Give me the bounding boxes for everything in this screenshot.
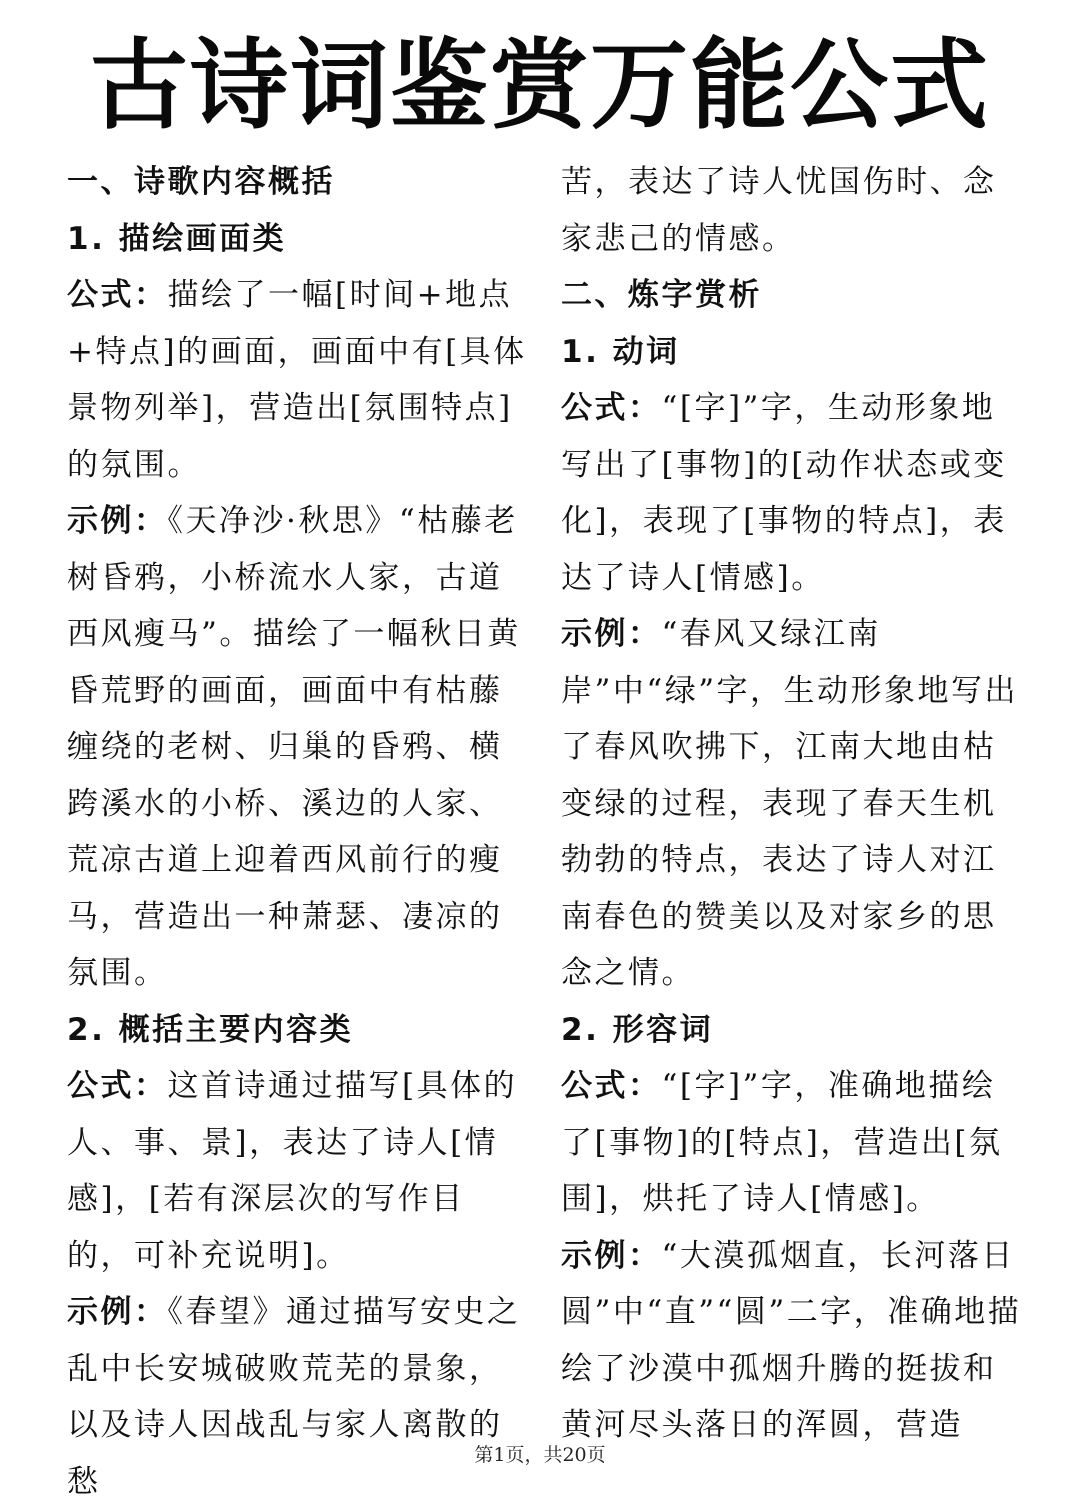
example-text: 《春望》通过描写安史之乱中长安城破败荒芜的景象，以及诗人因战乱与家人离散的愁 xyxy=(67,1294,521,1500)
formula-paragraph xyxy=(67,1058,529,1284)
formula-paragraph xyxy=(561,1058,1023,1228)
example-label: 示例： xyxy=(67,503,168,539)
example-paragraph xyxy=(561,1228,1023,1454)
formula-paragraph xyxy=(67,267,529,493)
formula-label: 公式： xyxy=(561,1068,662,1104)
formula-label: 公式： xyxy=(67,1068,168,1104)
example-label: 示例： xyxy=(561,616,662,652)
formula-text: “[字]”字，生动形象地写出了[事物]的[动作状态或变化]，表现了[事物的特点]，表达了诗人[情感]。 xyxy=(561,390,1007,596)
formula-text: 这首诗通过描写[具体的人、事、景]，表达了诗人[情感]，[若有深层次的写作目的，可补充说明]。 xyxy=(67,1068,518,1274)
right-column xyxy=(561,154,1023,1454)
section-heading-content-summary: 一、诗歌内容概括 xyxy=(67,164,335,200)
example-label: 示例： xyxy=(67,1294,168,1330)
example-text: “大漠孤烟直，长河落日圆”中“直”“圆”二字，准确地描绘了沙漠中孤烟升腾的挺拔和黄河尽头落日的浑圆，营造 xyxy=(561,1237,1022,1443)
left-column xyxy=(67,154,529,1510)
section-heading-word-analysis: 二、炼字赏析 xyxy=(561,277,762,313)
formula-label: 公式： xyxy=(67,277,168,313)
example-label: 示例： xyxy=(561,1237,662,1274)
example-paragraph xyxy=(561,606,1023,1002)
formula-label: 公式： xyxy=(561,390,662,426)
formula-text: 描绘了一幅[时间+地点+特点]的画面，画面中有[具体景物列举]，营造出[氛围特点]的氛围。 xyxy=(67,277,527,483)
example-paragraph xyxy=(67,1284,529,1510)
example-text: 《天净沙·秋思》“枯藤老树昏鸦，小桥流水人家，古道西风瘦马”。描绘了一幅秋日黄昏荒野的画面，画面中有枯藤缠绕的老树、归巢的昏鸦、横跨溪水的小桥、溪边的人家、荒凉古道上迎着西风前行的瘦马，营造出一种萧瑟、凄凉的氛围。 xyxy=(67,503,521,991)
formula-paragraph xyxy=(561,380,1023,606)
formula-text: “[字]”字，准确地描绘了[事物]的[特点]，营造出[氛围]，烘托了诗人[情感]。 xyxy=(561,1068,1003,1217)
subheading-verbs: 1. 动词 xyxy=(561,333,680,370)
continuation-text: 苦，表达了诗人忧国伤时、念家悲己的情感。 xyxy=(561,164,997,257)
page-title: 古诗词鉴赏万能公式 xyxy=(89,29,990,143)
example-text: “春风又绿江南岸”中“绿”字，生动形象地写出了春风吹拂下，江南大地由枯变绿的过程，表现了春天生机勃勃的特点，表达了诗人对江南春色的赞美以及对家乡的思念之情。 xyxy=(561,616,1019,991)
subheading-main-content: 2. 概括主要内容类 xyxy=(67,1011,354,1048)
subheading-describe-scene: 1. 描绘画面类 xyxy=(67,220,287,257)
page-number-footer: 第1页，共20页 xyxy=(474,1444,606,1466)
subheading-adjectives: 2. 形容词 xyxy=(561,1011,714,1048)
example-paragraph xyxy=(67,493,529,1002)
